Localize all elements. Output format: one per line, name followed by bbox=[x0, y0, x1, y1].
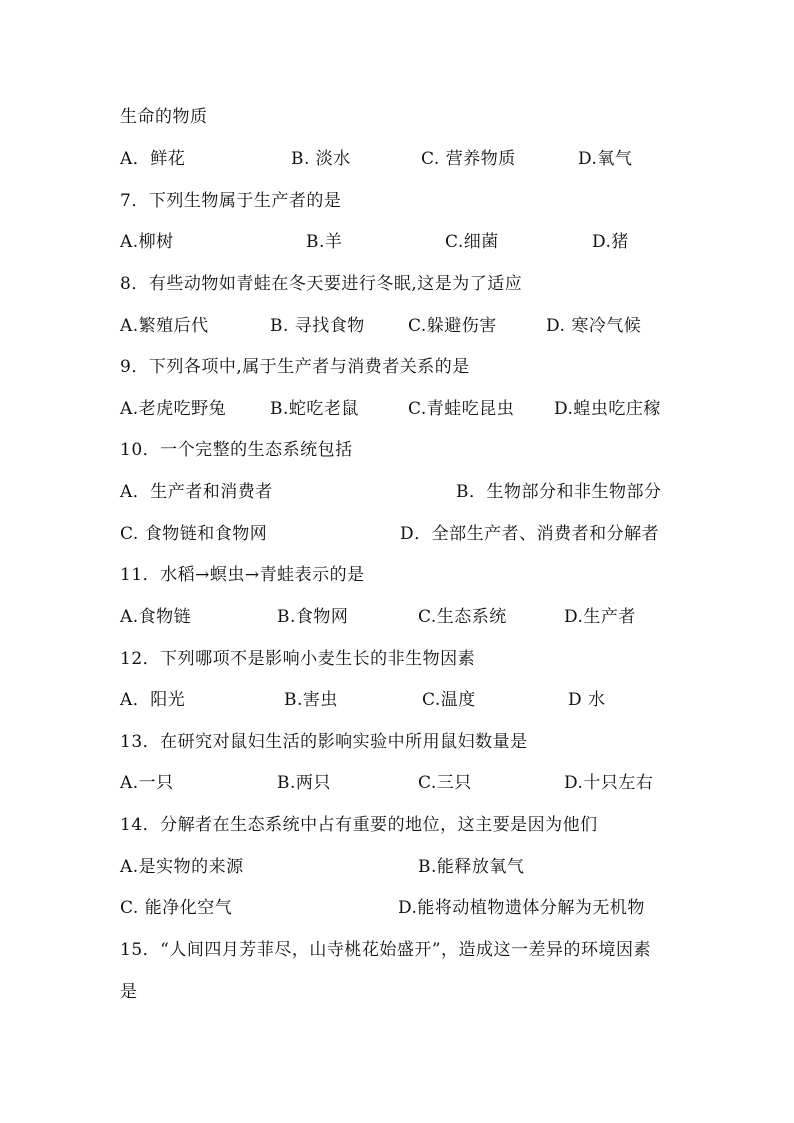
option-a: A.柳树 bbox=[120, 232, 174, 252]
option-a: A．生产者和消费者 bbox=[120, 482, 273, 502]
option-d: D.能将动植物遗体分解为无机物 bbox=[398, 898, 645, 918]
option-c: C.细菌 bbox=[445, 232, 499, 252]
option-c: C.躲避伤害 bbox=[408, 316, 497, 336]
option-a: A.繁殖后代 bbox=[120, 316, 209, 336]
option-d: D．全部生产者、消费者和分解者 bbox=[400, 524, 660, 544]
option-d: D.生产者 bbox=[564, 607, 636, 627]
option-a: A．阳光 bbox=[120, 690, 186, 710]
option-a: A.是实物的来源 bbox=[120, 857, 244, 877]
option-a: A．鲜花 bbox=[120, 149, 186, 169]
option-c: C.青蛙吃昆虫 bbox=[408, 399, 515, 419]
option-c: C.温度 bbox=[422, 690, 476, 710]
option-b: B.害虫 bbox=[284, 690, 338, 710]
question-15-continuation: 是 bbox=[120, 982, 138, 1002]
option-d: D.氧气 bbox=[578, 149, 633, 169]
option-b: B. 淡水 bbox=[291, 149, 351, 169]
option-b: B.蛇吃老鼠 bbox=[270, 399, 359, 419]
option-b: B.两只 bbox=[277, 773, 331, 793]
option-d: D 水 bbox=[568, 690, 606, 710]
option-a: A.食物链 bbox=[120, 607, 192, 627]
question-11: 11．水稻→螟虫→青蛙表示的是 bbox=[120, 565, 365, 585]
option-c: C. 营养物质 bbox=[421, 149, 516, 169]
question-14: 14．分解者在生态系统中占有重要的地位，这主要是因为他们 bbox=[120, 815, 598, 835]
question-7: 7．下列生物属于生产者的是 bbox=[120, 191, 342, 211]
option-d: D.十只左右 bbox=[564, 773, 654, 793]
option-c: C.三只 bbox=[418, 773, 472, 793]
option-c: C. 能净化空气 bbox=[120, 898, 233, 918]
option-a: A.一只 bbox=[120, 773, 174, 793]
question-8: 8．有些动物如青蛙在冬天要进行冬眠,这是为了适应 bbox=[120, 274, 523, 294]
option-d: D. 寒冷气候 bbox=[546, 316, 642, 336]
question-12: 12．下列哪项不是影响小麦生长的非生物因素 bbox=[120, 649, 476, 669]
option-b: B.羊 bbox=[306, 232, 343, 252]
option-b: B．生物部分和非生物部分 bbox=[456, 482, 662, 502]
option-c: C. 食物链和食物网 bbox=[120, 524, 268, 544]
option-a: A.老虎吃野兔 bbox=[120, 399, 227, 419]
option-d: D.猪 bbox=[592, 232, 629, 252]
question-9: 9．下列各项中,属于生产者与消费者关系的是 bbox=[120, 357, 470, 377]
option-c: C.生态系统 bbox=[418, 607, 507, 627]
option-b: B. 寻找食物 bbox=[270, 316, 365, 336]
question-15: 15．“人间四月芳菲尽，山寺桃花始盛开”，造成这一差异的环境因素 bbox=[120, 940, 652, 960]
question-continuation: 生命的物质 bbox=[120, 107, 208, 127]
option-d: D.蝗虫吃庄稼 bbox=[554, 399, 661, 419]
question-10: 10．一个完整的生态系统包括 bbox=[120, 440, 353, 460]
option-b: B.能释放氧气 bbox=[418, 857, 525, 877]
question-13: 13．在研究对鼠妇生活的影响实验中所用鼠妇数量是 bbox=[120, 732, 528, 752]
option-b: B.食物网 bbox=[277, 607, 349, 627]
